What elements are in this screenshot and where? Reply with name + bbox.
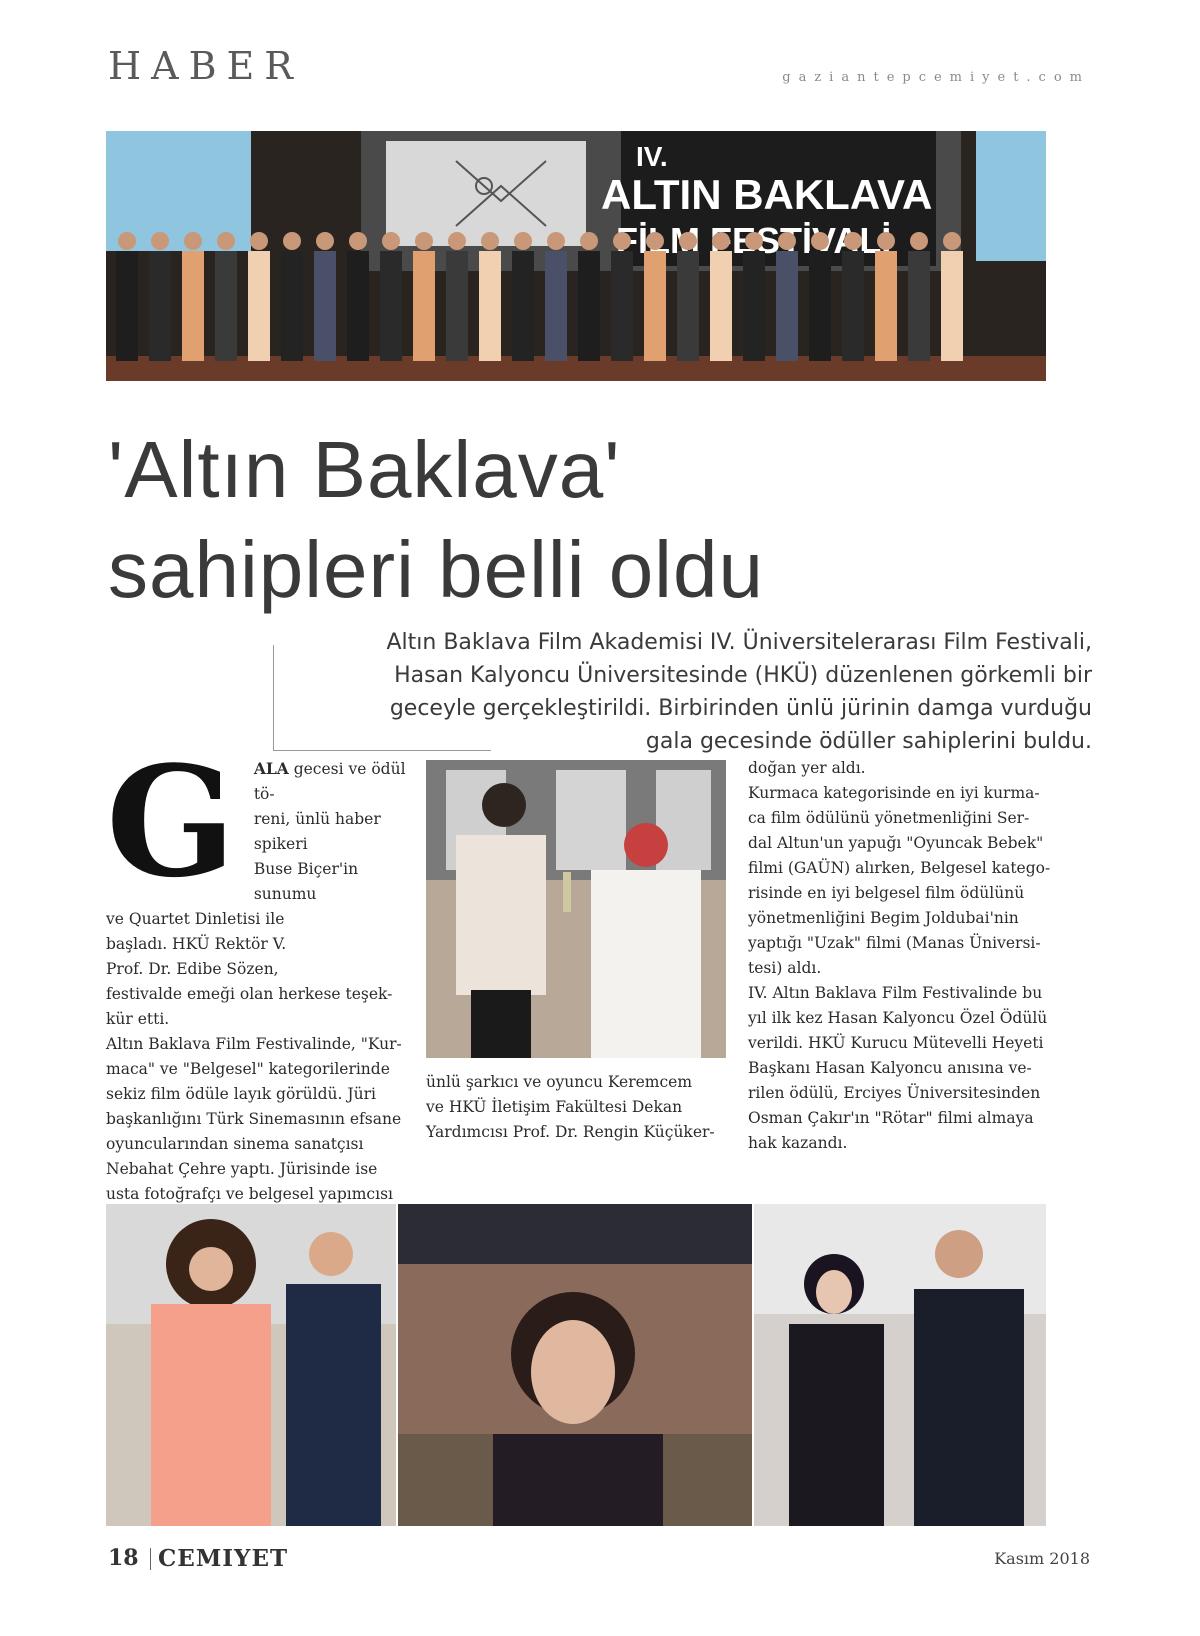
column-line: rilen ödülü, Erciyes Üniversitesinden <box>748 1084 1041 1102</box>
person-head <box>448 232 466 250</box>
person-silhouette <box>743 251 765 361</box>
column-line: ve Quartet Dinletisi ile <box>106 910 285 928</box>
award-photo-2 <box>106 1204 396 1526</box>
column-line: usta fotoğrafçı ve belgesel yapımcısı <box>106 1185 393 1203</box>
column-line: kür etti. <box>106 1010 170 1028</box>
footer-divider <box>150 1548 151 1570</box>
person-silhouette <box>182 251 204 361</box>
person-head <box>349 232 367 250</box>
person-silhouette <box>908 251 930 361</box>
person-head <box>943 232 961 250</box>
person-head <box>844 232 862 250</box>
person-head <box>118 232 136 250</box>
person-silhouette <box>578 251 600 361</box>
column-line: doğan yer aldı. <box>748 759 866 777</box>
person-head <box>877 232 895 250</box>
person-silhouette <box>215 251 237 361</box>
column-line: Prof. Dr. Edibe Sözen, <box>106 960 279 978</box>
person-silhouette <box>842 251 864 361</box>
lead-line: geceyle gerçekleştirildi. Birbirinden ünlü jürinin damga vurduğu <box>389 696 1092 721</box>
article-column-3 <box>748 756 1093 1156</box>
column-line: yıl ilk kez Hasan Kalyoncu Özel Ödülü <box>748 1009 1048 1027</box>
person-silhouette <box>875 251 897 361</box>
lead-rule-vertical <box>273 645 274 750</box>
person-head <box>415 232 433 250</box>
column-line: dal Altun'un yapuğı "Oyuncak Bebek" <box>748 834 1044 852</box>
column-line: oyuncularından sinema sanatçısı <box>106 1135 364 1153</box>
column-line: sekiz film ödüle layık görüldü. Jüri <box>106 1085 376 1103</box>
person-silhouette <box>347 251 369 361</box>
person-silhouette <box>644 251 666 361</box>
person-silhouette <box>809 251 831 361</box>
person-silhouette <box>710 251 732 361</box>
column-line: yönetmenliğini Begim Joldubai'nin <box>748 909 1019 927</box>
person-head <box>250 232 268 250</box>
person-silhouette <box>611 251 633 361</box>
person-head <box>217 232 235 250</box>
first-word-rest: ALA <box>253 759 289 778</box>
column-line: Osman Çakır'ın "Rötar" filmi almaya <box>748 1109 1034 1127</box>
title-line-1: 'Altın Baklava' <box>108 425 621 514</box>
person-head <box>910 232 928 250</box>
selfie-photo <box>398 1204 752 1526</box>
person-silhouette <box>380 251 402 361</box>
person-head <box>613 232 631 250</box>
person-silhouette <box>314 251 336 361</box>
column-line: Altın Baklava Film Festivalinde, "Kur- <box>106 1035 402 1053</box>
person-silhouette <box>677 251 699 361</box>
banner-line-3: FESTİVALİ <box>709 220 892 261</box>
person-silhouette <box>413 251 435 361</box>
column-line: yaptığı "Uzak" filmi (Manas Üniversi- <box>748 934 1041 952</box>
section-label: HABER <box>108 44 303 88</box>
lead-line: gala gecesinde ödüller sahiplerini buldu. <box>645 729 1092 754</box>
person-silhouette <box>446 251 468 361</box>
person-head <box>712 232 730 250</box>
person-head <box>580 232 598 250</box>
column-line: reni, ünlü haber spikeri <box>253 810 381 853</box>
issue-date: Kasım 2018 <box>994 1549 1090 1568</box>
title-line-2: sahipleri belli oldu <box>108 525 764 614</box>
person-silhouette <box>479 251 501 361</box>
person-silhouette <box>776 251 798 361</box>
person-head <box>151 232 169 250</box>
person-head <box>184 232 202 250</box>
person-head <box>547 232 565 250</box>
person-head <box>382 232 400 250</box>
lead-paragraph <box>280 626 1092 758</box>
magazine-name: CEMIYET <box>158 1545 289 1572</box>
award-photo-3 <box>754 1204 1046 1526</box>
article-title <box>108 420 1108 620</box>
column-line: Buse Biçer'in sunumu <box>253 860 359 903</box>
column-line: festivalde emeği olan herkese teşek- <box>106 985 393 1003</box>
page-number: 18 <box>108 1545 139 1571</box>
column-line: ünlü şarkıcı ve oyuncu Keremcem <box>426 1073 693 1091</box>
person-head <box>283 232 301 250</box>
person-head <box>481 232 499 250</box>
person-head <box>811 232 829 250</box>
award-photo-1 <box>426 760 726 1058</box>
person-silhouette <box>545 251 567 361</box>
column-line: verildi. HKÜ Kurucu Mütevelli Heyeti <box>748 1034 1044 1052</box>
column-line: filmi (GAÜN) alırken, Belgesel katego- <box>748 859 1051 877</box>
column-line: tesi) aldı. <box>748 959 822 977</box>
column-line: ve HKÜ İletişim Fakültesi Dekan <box>426 1098 683 1116</box>
column-line: hak kazandı. <box>748 1134 848 1152</box>
article-column-1 <box>106 732 408 1232</box>
person-head <box>778 232 796 250</box>
website-url: gaziantepcemiyet.com <box>782 70 1090 85</box>
person-silhouette <box>512 251 534 361</box>
person-silhouette <box>941 251 963 361</box>
banner-line-1: IV. <box>636 141 668 172</box>
column-line: Başkanı Hasan Kalyoncu anısına ve- <box>748 1059 1032 1077</box>
column-line: gecesi ve ödül tö- <box>253 760 406 803</box>
hero-photo <box>106 131 1046 381</box>
person-silhouette <box>248 251 270 361</box>
person-silhouette <box>281 251 303 361</box>
drop-cap: G <box>106 732 236 911</box>
person-silhouette <box>149 251 171 361</box>
lead-line: Altın Baklava Film Akademisi IV. Üniversitelerarası Film Festivali, <box>386 630 1092 655</box>
column-line: IV. Altın Baklava Film Festivalinde bu <box>748 984 1043 1002</box>
article-column-2 <box>426 1070 731 1145</box>
person-silhouette <box>116 251 138 361</box>
column-line: Yardımcısı Prof. Dr. Rengin Küçüker- <box>426 1123 715 1141</box>
person-head <box>679 232 697 250</box>
column-line: ca film ödülünü yönetmenliğini Ser- <box>748 809 1030 827</box>
person-head <box>316 232 334 250</box>
lead-line: Hasan Kalyoncu Üniversitesinde (HKÜ) düzenlenen görkemli bir <box>394 663 1092 688</box>
person-head <box>745 232 763 250</box>
column-line: başladı. HKÜ Rektör V. <box>106 935 287 953</box>
person-head <box>514 232 532 250</box>
column-line: maca" ve "Belgesel" kategorilerinde <box>106 1060 390 1078</box>
person-head <box>646 232 664 250</box>
column-line: Kurmaca kategorisinde en iyi kurma- <box>748 784 1040 802</box>
column-line: Nebahat Çehre yaptı. Jürisinde ise <box>106 1160 378 1178</box>
column-line: risinde en iyi belgesel film ödülünü <box>748 884 1025 902</box>
column-line: başkanlığını Türk Sinemasının efsane <box>106 1110 402 1128</box>
banner-line-2: ALTIN BAKLAVA <box>601 171 933 218</box>
